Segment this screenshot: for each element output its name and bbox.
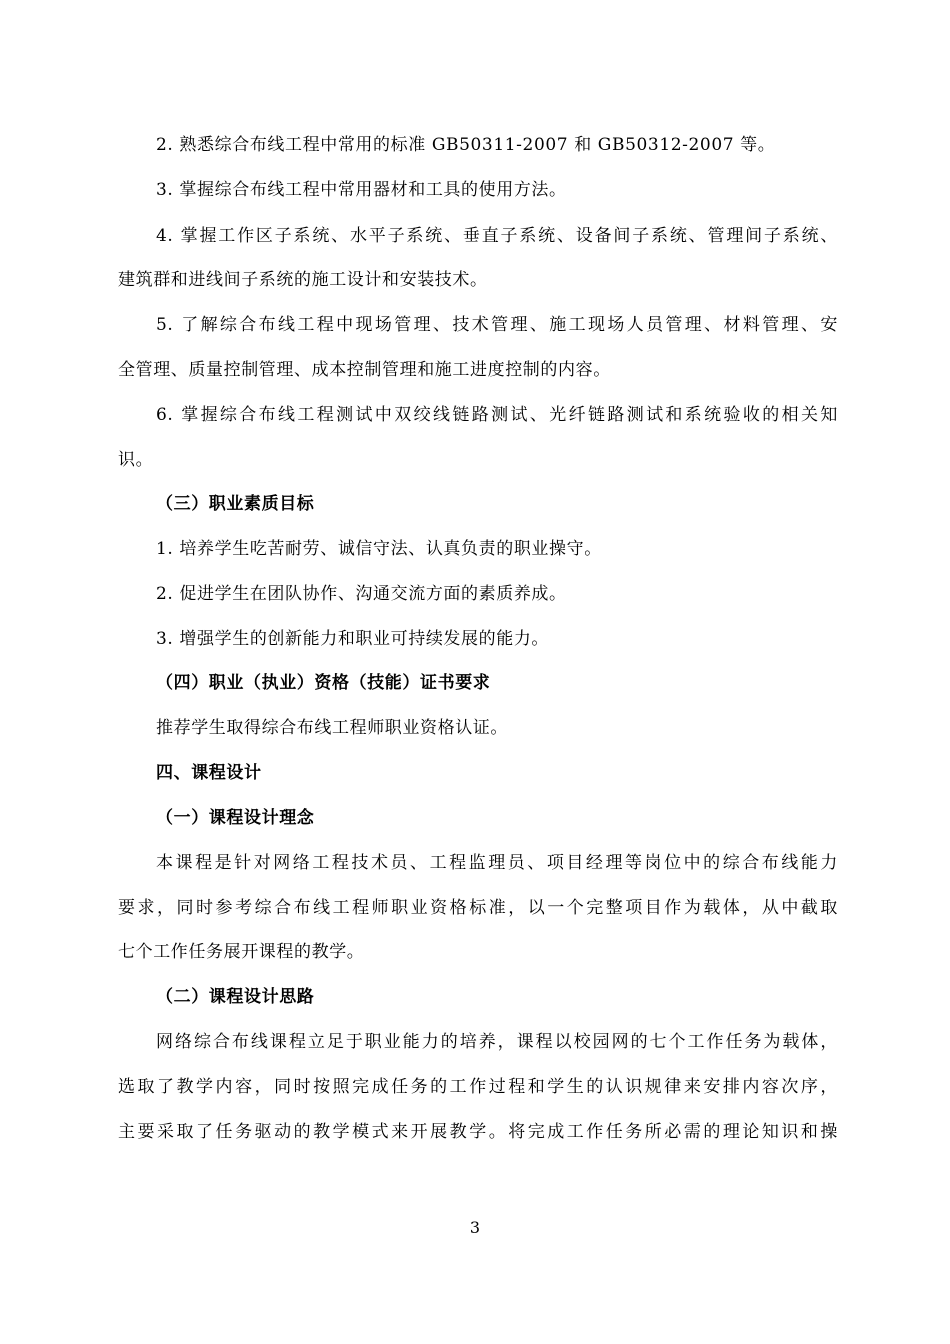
chapter-heading-course-design: 四、课程设计 [156,763,262,783]
list-item-6-line-2: 识。 [118,450,154,470]
concept-paragraph-line-3: 七个工作任务展开课程的教学。 [118,942,365,962]
quality-item-1: 1. 培养学生吃苦耐劳、诚信守法、认真负责的职业操守。 [156,539,602,559]
list-item-3: 3. 掌握综合布线工程中常用器材和工具的使用方法。 [156,180,567,200]
list-item-5-line-1: 5. 了解综合布线工程中现场管理、技术管理、施工现场人员管理、材料管理、安 [156,315,838,335]
section-heading-design-approach: （二）课程设计思路 [156,987,315,1007]
section-heading-design-concept: （一）课程设计理念 [156,808,315,828]
approach-paragraph-line-1: 网络综合布线课程立足于职业能力的培养，课程以校园网的七个工作任务为载体， [156,1032,838,1052]
list-item-6-line-1: 6. 掌握综合布线工程测试中双绞线链路测试、光纤链路测试和系统验收的相关知 [156,405,838,425]
page-number: 3 [469,1218,481,1237]
section-heading-certificate: （四）职业（执业）资格（技能）证书要求 [156,673,491,693]
list-item-4-line-2: 建筑群和进线间子系统的施工设计和安装技术。 [118,270,488,290]
approach-paragraph-line-2: 选取了教学内容，同时按照完成任务的工作过程和学生的认识规律来安排内容次序， [118,1077,838,1097]
quality-item-3: 3. 增强学生的创新能力和职业可持续发展的能力。 [156,629,550,649]
quality-item-2: 2. 促进学生在团队协作、沟通交流方面的素质养成。 [156,584,567,604]
list-item-4-line-1: 4. 掌握工作区子系统、水平子系统、垂直子系统、设备间子系统、管理间子系统、 [156,226,838,246]
concept-paragraph-line-1: 本课程是针对网络工程技术员、工程监理员、项目经理等岗位中的综合布线能力 [156,853,838,873]
concept-paragraph-line-2: 要求，同时参考综合布线工程师职业资格标准，以一个完整项目作为载体，从中截取 [118,898,838,918]
list-item-2: 2. 熟悉综合布线工程中常用的标准 GB50311-2007 和 GB50312-2007 等。 [156,135,776,155]
section-heading-professional-quality: （三）职业素质目标 [156,494,315,514]
approach-paragraph-line-3: 主要采取了任务驱动的教学模式来开展教学。将完成工作任务所必需的理论知识和操 [118,1122,838,1142]
list-item-5-line-2: 全管理、质量控制管理、成本控制管理和施工进度控制的内容。 [118,360,611,380]
certificate-text: 推荐学生取得综合布线工程师职业资格认证。 [156,718,508,738]
